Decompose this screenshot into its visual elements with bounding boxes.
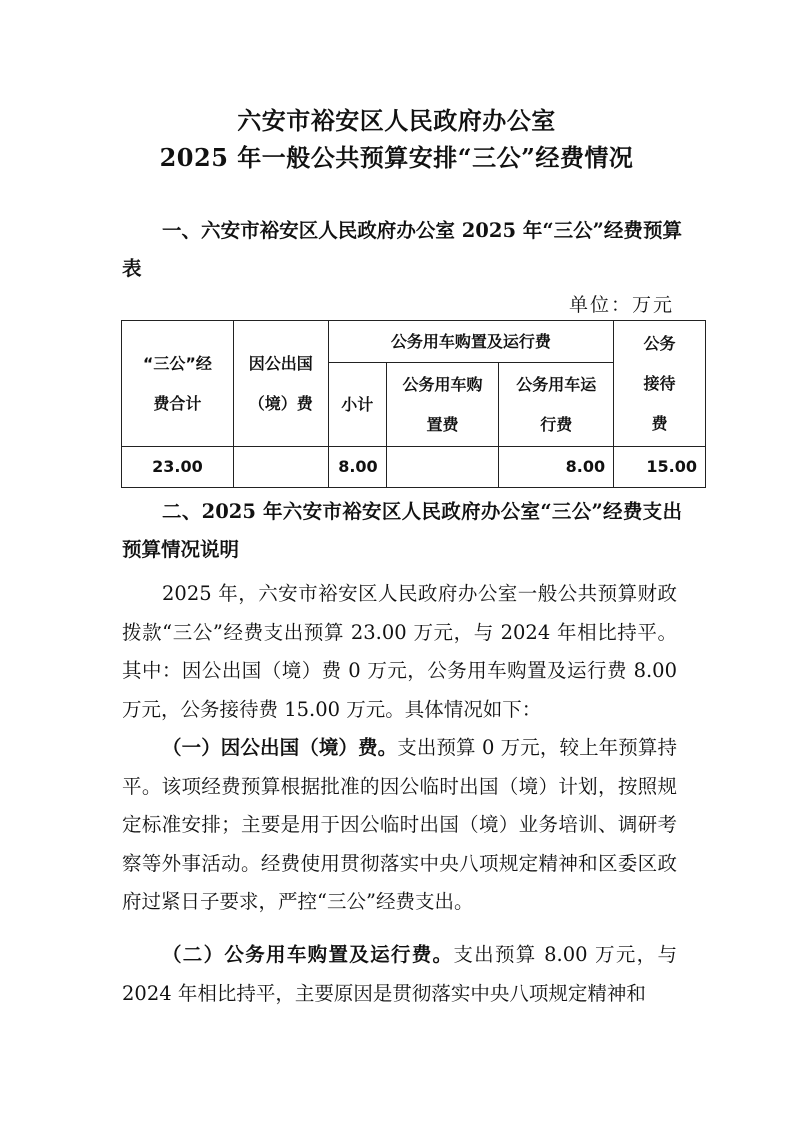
header-vehicle-operation: 公务用车运行费 xyxy=(499,363,614,447)
paragraph-abroad-lead: （一）因公出国（境）费。 xyxy=(162,736,398,759)
paragraph-summary: 2025 年，六安市裕安区人民政府办公室一般公共预算财政拨款“三公”经费支出预算 23.00 万元，与 2024 年相比持平。其中：因公出国（境）费 0 万元，公务用车购置及运行费 8.00 万元，公务接待费 15.00 万元。具体情况如下： xyxy=(122,582,677,721)
cell-vehicle-purchase xyxy=(386,447,499,488)
header-abroad: 因公出国（境）费 xyxy=(233,321,328,447)
cell-abroad xyxy=(233,447,328,488)
section-2-heading: 二、2025 年六安市裕安区人民政府办公室“三公”经费支出预算情况说明 xyxy=(122,500,682,561)
paragraph-abroad-body: 支出预算 0 万元，较上年预算持平。该项经费预算根据批准的因公临时出国（境）计划，按照规定标准安排；主要是用于因公临时出国（境）业务培训、调研考察等外事活动。经费使用贯彻落实中央八项规定精神和区委区政府过紧日子要求，严控“三公”经费支出。 xyxy=(122,736,677,913)
document-title-line-2: 2025 年一般公共预算安排“三公”经费情况 xyxy=(159,143,634,172)
cell-total: 23.00 xyxy=(122,447,234,488)
table-header-row-1 xyxy=(122,321,706,363)
cell-reception: 15.00 xyxy=(614,447,706,488)
budget-table xyxy=(121,320,706,488)
document-title-line-1: 六安市裕安区人民政府办公室 xyxy=(237,106,556,135)
header-total: “三公”经费合计 xyxy=(122,321,234,447)
cell-vehicle-operation: 8.00 xyxy=(499,447,614,488)
table-row xyxy=(122,447,706,488)
unit-label: 单位：万元 xyxy=(568,294,674,316)
paragraph-abroad xyxy=(122,729,677,922)
header-vehicle-purchase: 公务用车购置费 xyxy=(386,363,499,447)
section-1-heading: 一、六安市裕安区人民政府办公室 2025 年“三公”经费预算表 xyxy=(122,219,682,280)
paragraph-vehicle xyxy=(122,936,677,1013)
header-reception: 公务接待费 xyxy=(614,321,706,447)
header-vehicle-group: 公务用车购置及运行费 xyxy=(328,321,613,363)
cell-subtotal: 8.00 xyxy=(328,447,386,488)
paragraph-vehicle-body: 支出预算 8.00 万元，与 2024 年相比持平，主要原因是贯彻落实中央八项规定精神和 xyxy=(122,943,677,1005)
paragraph-vehicle-lead: （二）公务用车购置及运行费。 xyxy=(162,943,454,966)
header-subtotal: 小计 xyxy=(328,363,386,447)
